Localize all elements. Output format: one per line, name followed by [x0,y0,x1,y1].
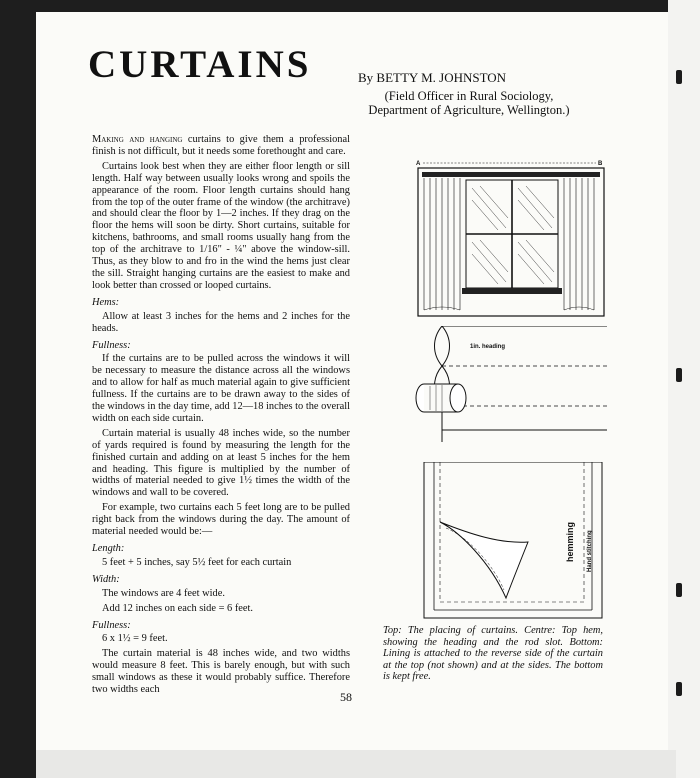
author-affiliation: (Field Officer in Rural Sociology, Department of Agriculture, Wellington.) [368,89,570,117]
binder-ring [676,682,682,696]
paragraph: The windows are 4 feet wide. [102,587,225,599]
binder-ring [676,583,682,597]
article-byline: By BETTY M. JOHNSTON [358,70,507,85]
binder-ring [676,70,682,84]
stitching-label: Hand stitching [587,530,593,572]
intro-lead: Making and hanging [92,134,183,145]
heading-label: 1in. heading [470,344,506,350]
section-heading: Fullness: [92,619,131,631]
section-heading: Fullness: [92,339,131,351]
paragraph: Curtain material is usually 48 inches wide, so the number of yards required is found by measuring the length for the finished curtain and adding on at least 5 inches for the hem and heading. This figure is multiplied by the number of widths of material needed to give 1½ times the width of the windows and wall to be covered. [92,427,350,499]
section-heading: Hems: [92,296,120,308]
page-number: 58 [340,690,352,704]
intro-paragraph [92,134,350,158]
paragraph: Add 12 inches on each side = 6 feet. [102,602,253,614]
label-a: A [416,161,421,167]
paragraph: If the curtains are to be pulled across the windows it will be necessary to measure the distance across all the windows and to allow for half as much material again to give sufficient fullness. If the curtains are to be drawn away to the sides of the windows in the day time, add 12—18 inches to the overall width on each side curtain. [92,353,350,424]
hemming-label: hemming [565,521,575,562]
article-body [92,134,350,699]
window-curtains-illustration [414,158,610,318]
section-heading: Width: [92,573,120,585]
page-bottom-edge [36,750,676,778]
paragraph: 6 x 1½ = 9 feet. [102,633,168,645]
section-heading: Length: [92,543,125,554]
binder-ring [676,368,682,382]
paragraph: 5 feet + 5 inches, say 5½ feet for each curtain [102,556,292,568]
lining-illustration [420,462,606,622]
intro-rest: curtains to give them a professional finish is not difficult, but it needs some forethought and care. [92,134,350,157]
paragraph: Curtains look best when they are either floor length or sill length. Half way between usually looks wrong and spoils the appearance of the room. Floor length curtains should hang from the top of the outer frame of the window (the architrave) and should clear the floor by 1—2 inches. If they drag on the floor the hems will soon be dirty. Short curtains, suitable for kitchens, bathrooms, and small rooms usually hang from the top of the architrave to 1/16" - ¼" above the window-sill. Thus, as they blow to and fro in the wind the hems just clear the sill. Straight hanging curtains are the easiest to make and look better than crossed or looped curtains. [92,160,350,291]
figure-caption: Top: The placing of curtains. Centre: Top hem, showing the heading and the rod slot. Bottom: Lining is attached to the reverse side of the curtain at the top (not shown) and at the sides. The bottom is kept free. [383,625,603,683]
page-edge [668,0,700,778]
paragraph: Allow at least 3 inches for the hems and 2 inches for the heads. [92,310,350,334]
top-hem-illustration [412,326,612,442]
article-title: CURTAINS [88,43,312,86]
paragraph: The curtain material is 48 inches wide, and two widths would measure 8 feet. This is barely enough, but with such small windows as these it would probably suffice. Therefore two widths each [92,648,350,696]
label-b: B [598,161,603,167]
paragraph: For example, two curtains each 5 feet long are to be pulled right back from the windows during the day. The amount of material needed would be:— [92,502,350,538]
